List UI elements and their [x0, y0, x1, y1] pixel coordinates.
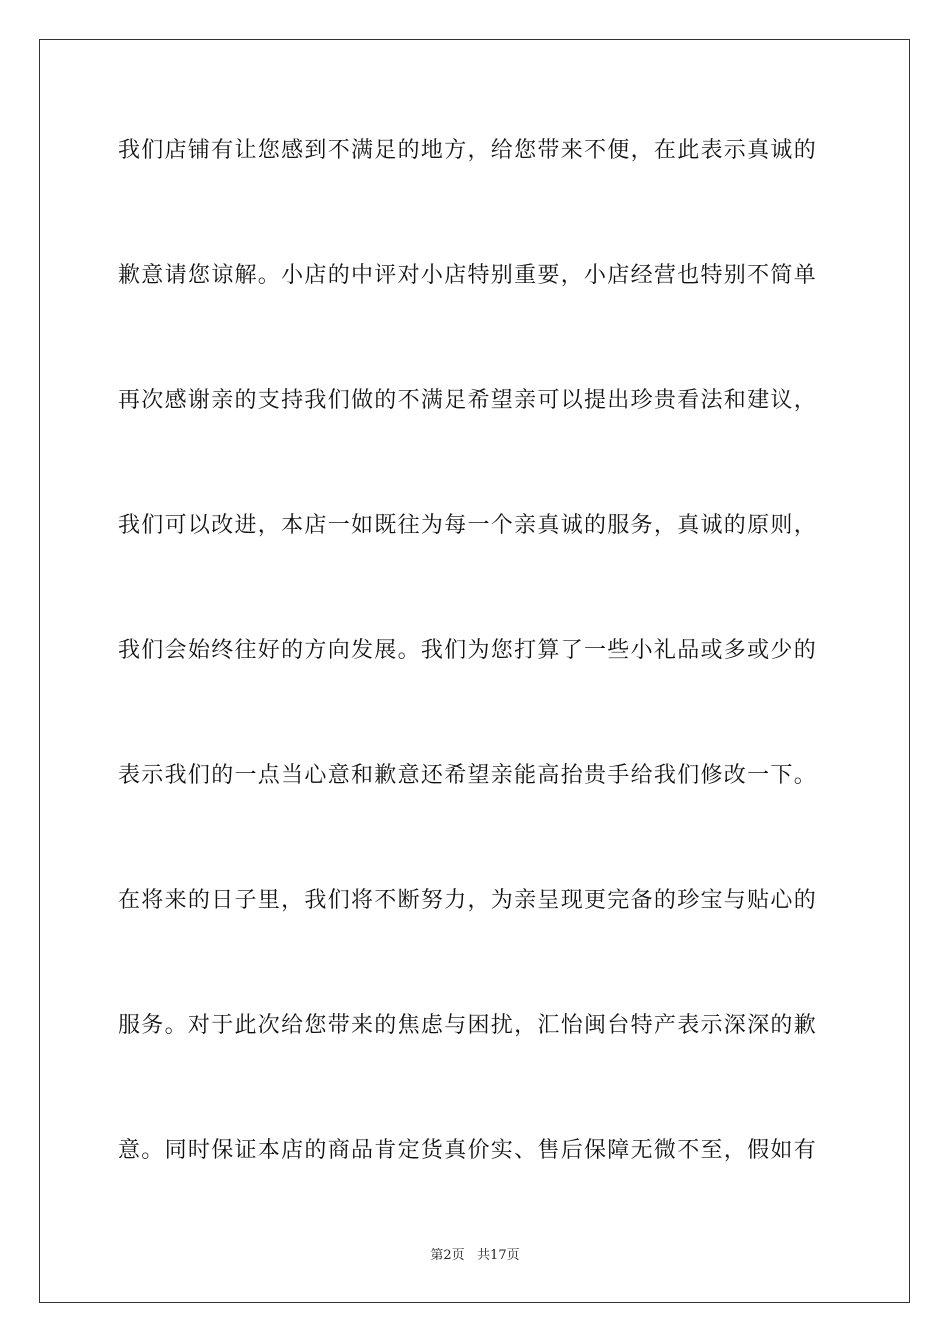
- text-line: 我们会始终往好的方向发展。我们为您打算了一些小礼品或多或少的: [118, 638, 818, 663]
- text-line: 歉意请您谅解。小店的中评对小店特别重要，小店经营也特别不简单: [118, 263, 818, 288]
- text-line: 意。同时保证本店的商品肯定货真价实、售后保障无微不至，假如有: [118, 1138, 818, 1163]
- text-line: 表示我们的一点当心意和歉意还希望亲能高抬贵手给我们修改一下。: [118, 763, 818, 788]
- page-number-footer: 第2页 共17页: [430, 1248, 520, 1263]
- text-line: 在将来的日子里，我们将不断努力，为亲呈现更完备的珍宝与贴心的: [118, 888, 818, 913]
- text-line: 再次感谢亲的支持我们做的不满足希望亲可以提出珍贵看法和建议，: [118, 388, 818, 413]
- text-line: 服务。对于此次给您带来的焦虑与困扰，汇怡闽台特产表示深深的歉: [118, 1013, 818, 1038]
- document-body: [118, 128, 838, 1253]
- text-line: 我们可以改进，本店一如既往为每一个亲真诚的服务，真诚的原则，: [118, 513, 818, 538]
- text-line: 我们店铺有让您感到不满足的地方，给您带来不便，在此表示真诚的: [118, 138, 818, 163]
